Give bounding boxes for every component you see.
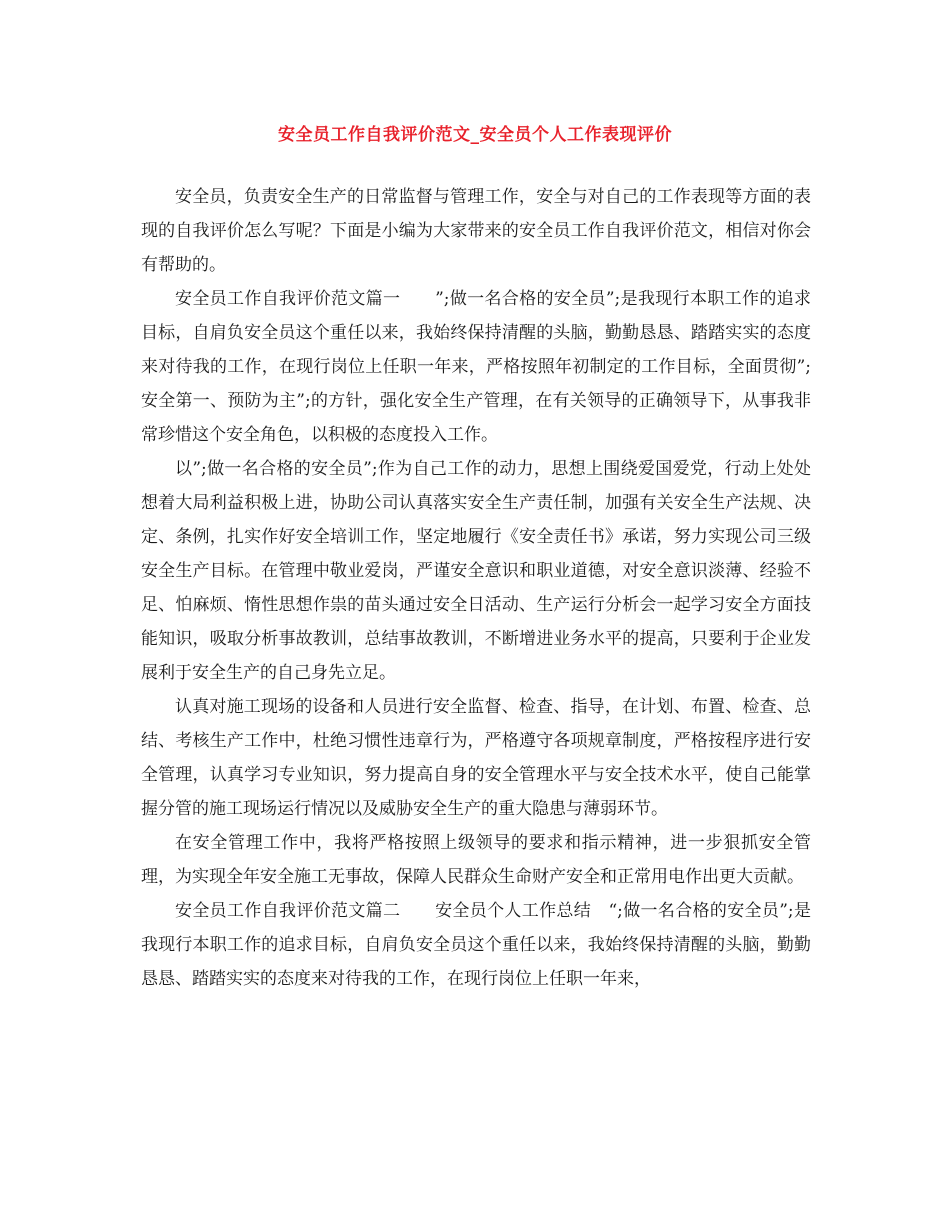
paragraph-motivation: 以”;做一名合格的安全员”;作为自己工作的动力，思想上围绕爱国爱党，行动上处处想着大局利益积极上进，协助公司认真落实安全生产责任制，加强有关安全生产法规、决定、条例，扎实作好安全培训工作，坚定地履行《安全责任书》承诺，努力实现公司三级安全生产目标。在管理中敬业爱岗，严谨安全意识和职业道德，对安全意识淡薄、经验不足、怕麻烦、惰性思想作祟的苗头通过安全日活动、生产运行分析会一起学习安全方面技能知识，吸取分析事故教训，总结事故教训，不断增进业务水平的提高，只要利于企业发展利于安全生产的自己身先立足。 xyxy=(141,459,811,683)
paragraph-sample-one: 安全员工作自我评价范文篇一 ”;做一名合格的安全员”;是我现行本职工作的追求目标，自肩负安全员这个重任以来，我始终保持清醒的头脑，勤勤恳恳、踏踏实实的态度来对待我的工作，在现行岗位上任职一年来，严格按照年初制定的工作目标，全面贯彻”;安全第一、预防为主”;的方针，强化安全生产管理，在有关领导的正确领导下，从事我非常珍惜这个安全角色，以积极的态度投入工作。 xyxy=(141,289,811,445)
paragraph-sample-two: 安全员工作自我评价范文篇二 安全员个人工作总结 “;做一名合格的安全员”;是我现行本职工作的追求目标，自肩负安全员这个重任以来，我始终保持清醒的头脑，勤勤恳恳、踏踏实实的态度来对待我的工作，在现行岗位上任职一年来， xyxy=(141,901,811,989)
paragraph-commitment: 在安全管理工作中，我将严格按照上级领导的要求和指示精神，进一步狠抓安全管理，为实现全年安全施工无事故，保障人民群众生命财产安全和正常用电作出更大贡献。 xyxy=(141,833,811,887)
paragraph-site-supervision: 认真对施工现场的设备和人员进行安全监督、检查、指导，在计划、布置、检查、总结、考核生产工作中，杜绝习惯性违章行为，严格遵守各项规章制度，严格按程序进行安全管理，认真学习专业知识，努力提高自身的安全管理水平与安全技术水平，使自己能掌握分管的施工现场运行情况以及威胁安全生产的重大隐患与薄弱环节。 xyxy=(141,697,811,819)
paragraph-intro: 安全员，负责安全生产的日常监督与管理工作，安全与对自己的工作表现等方面的表现的自我评价怎么写呢？下面是小编为大家带来的安全员工作自我评价范文，相信对你会有帮助的。 xyxy=(141,187,811,275)
document-body xyxy=(141,180,811,996)
document-title: 安全员工作自我评价范文_安全员个人工作表现评价 xyxy=(278,125,672,145)
